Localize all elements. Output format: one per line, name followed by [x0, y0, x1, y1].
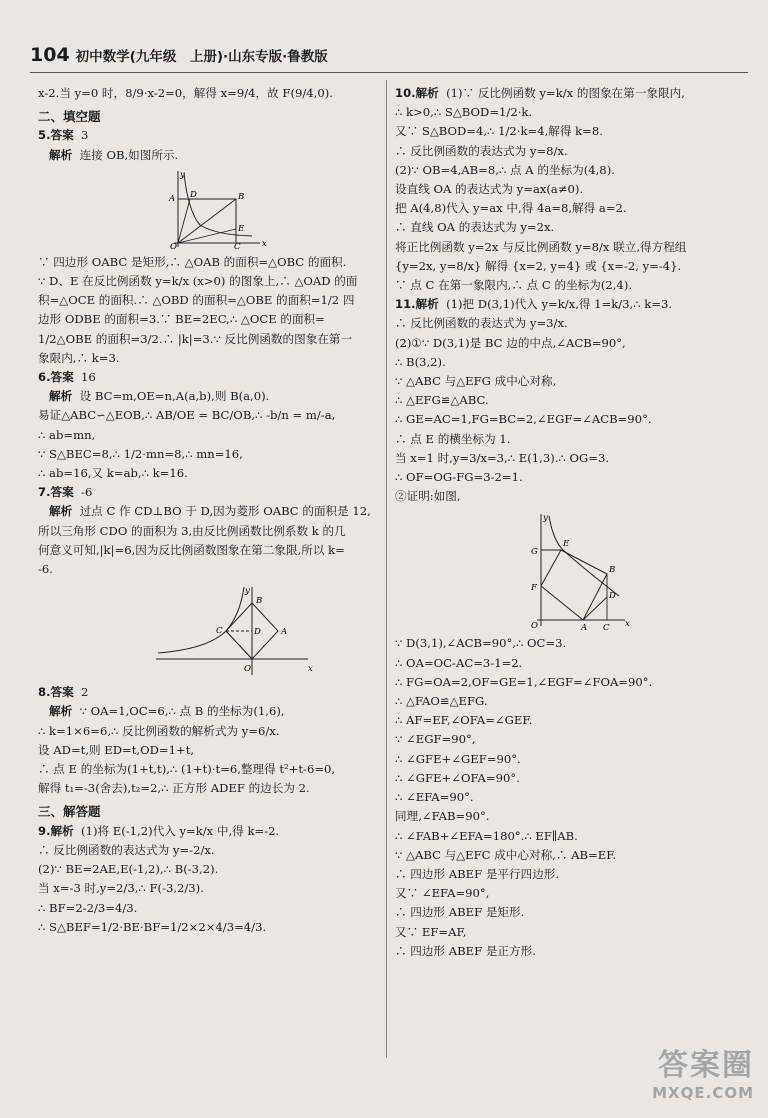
text-line: ②证明:如图,	[395, 489, 461, 504]
answer-value: -6	[81, 485, 93, 500]
header-rule	[30, 72, 748, 73]
square-abef	[541, 550, 607, 620]
answer-label: 6.答案	[38, 370, 74, 385]
text-line: ∴ ∠FAB+∠EFA=180°.∴ EF∥AB.	[395, 828, 578, 843]
text-line: 把 A(4,8)代入 y=ax 中,得 4a=8,解得 a=2.	[395, 201, 627, 216]
analysis-text: (1)将 E(-1,2)代入 y=k/x 中,得 k=-2.	[81, 823, 280, 838]
text-line: 所以三角形 CDO 的面积为 3,由反比例函数比例系数 k 的几	[38, 523, 346, 538]
text-line: ∴ OF=OG-FG=3-2=1.	[395, 470, 523, 485]
text-line: ∵ 点 C 在第一象限内,∴ 点 C 的坐标为(2,4).	[395, 278, 633, 293]
text-line: (2)∵ BE=2AE,E(-1,2),∴ B(-3,2).	[38, 862, 219, 877]
text-line: ∵ ∠EGF=90°,	[395, 732, 476, 747]
hyperbola-curve	[158, 587, 244, 653]
text-line: ∴ 四边形 ABEF 是矩形.	[395, 905, 525, 920]
text-line: ∴ ∠GFE+∠OFA=90°.	[395, 770, 520, 785]
text-line: ∵ D(3,1),∠ACB=90°,∴ OC=3.	[395, 636, 567, 651]
label-b: B	[256, 596, 263, 607]
answer-label: 5.答案	[38, 128, 74, 143]
text-line: 将正比例函数 y=2x 与反比例函数 y=8/x 联立,得方程组	[395, 239, 687, 254]
analysis-text: 设 BC=m,OE=n,A(a,b),则 B(a,0).	[79, 389, 270, 404]
text-line: 设 AD=t,则 ED=t,OD=1+t,	[38, 742, 195, 757]
text-line: ∴ ab=mn,	[38, 427, 96, 442]
text-line: 设直线 OA 的表达式为 y=ax(a≠0).	[395, 182, 584, 197]
text-line: 何意义可知,|k|=6,因为反比例函数图象在第二象限,所以 k=	[38, 542, 345, 557]
text-line: ∴ △EFG≌△ABC.	[395, 393, 489, 408]
analysis-label: 10.解析	[395, 86, 439, 100]
label-d: D	[609, 591, 616, 602]
column-divider	[386, 80, 387, 1058]
text-line: 又∵ ∠EFA=90°,	[395, 886, 490, 901]
text-line: ∴ ab=16,又 k=ab,∴ k=16.	[38, 466, 188, 481]
text-line: 易证△ABC∽△EOB,∴ AB/OE = BC/OB,∴ -b/n = m/-a,	[38, 408, 336, 423]
text-line: 同理,∠FAB=90°.	[395, 809, 490, 824]
text-line: -6.	[38, 562, 53, 577]
question-10	[395, 84, 745, 295]
text-line: ∴ 四边形 ABEF 是平行四边形.	[395, 866, 560, 881]
label-e: E	[563, 539, 570, 550]
text-line: ∴ GE=AC=1,FG=BC=2,∠EGF=∠ACB=90°.	[395, 412, 652, 427]
text-line: ∵ 四边形 OABC 是矩形,∴ △OAB 的面积=△OBC 的面积.	[38, 254, 347, 269]
segment-od	[178, 199, 190, 243]
text-line: 又∵ EF=AF,	[395, 924, 467, 939]
book-title: 初中数学(九年级 上册)·山东专版·鲁教版	[75, 49, 328, 65]
label-a: A	[169, 193, 176, 204]
label-y: y	[180, 169, 185, 180]
watermark-title: 答案圈	[658, 1048, 754, 1083]
text-line: ∴ ∠EFA=90°.	[395, 790, 474, 805]
label-f: F	[531, 583, 537, 594]
text-line: 边形 ODBE 的面积=3.∵ BE=2EC,∴ △OCE 的面积=	[38, 312, 325, 327]
text-line: ∴ 直线 OA 的表达式为 y=2x.	[395, 220, 555, 235]
answer-label: 7.答案	[38, 485, 74, 500]
text-line: 积=△OCE 的面积.∴ △OBD 的面积=△OBE 的面积=1/2 四	[38, 293, 355, 308]
intro-line: x-2.当 y=0 时，8/9·x-2=0，解得 x=9/4，故 F(9/4,0).	[38, 86, 333, 100]
analysis-label: 解析	[49, 389, 73, 404]
label-g: G	[531, 547, 538, 558]
text-line: 当 x=-3 时,y=2/3,∴ F(-3,2/3).	[38, 881, 204, 896]
question-9	[38, 822, 378, 937]
text-line: ∵ △ABC 与△EFG 成中心对称,	[395, 374, 557, 389]
label-d: D	[254, 627, 261, 638]
text-line: ∵ S△BEC=8,∴ 1/2·mn=8,∴ mn=16,	[38, 446, 243, 461]
label-b: B	[238, 191, 245, 202]
text-line: ∴ BF=2-2/3=4/3.	[38, 900, 138, 915]
answer-value: 3	[81, 128, 89, 143]
text-line: ∴ ∠GFE+∠GEF=90°.	[395, 751, 521, 766]
label-o: O	[531, 621, 538, 631]
label-c: C	[216, 626, 223, 637]
label-y: y	[543, 513, 548, 524]
analysis-label: 11.解析	[395, 297, 439, 312]
analysis-label: 9.解析	[38, 823, 74, 838]
analysis-text: (1)∵ 反比例函数 y=k/x 的图象在第一象限内,	[446, 86, 685, 100]
question-11	[395, 295, 745, 961]
page-header	[30, 44, 328, 66]
segment-ad	[583, 597, 607, 620]
text-line: ∴ 点 E 的坐标为(1+t,t),∴ (1+t)·t=6,整理得 t²+t-6=0,	[38, 762, 336, 777]
text-line: (2)∵ OB=4,AB=8,∴ 点 A 的坐标为(4,8).	[395, 162, 615, 177]
label-o: O	[170, 241, 177, 249]
label-a: A	[281, 627, 288, 638]
section-heading-fill-in: 二、填空题	[38, 109, 101, 125]
figure-q5-graph	[38, 169, 378, 249]
figure-q11-graph	[395, 510, 745, 630]
text-line: ∵ △ABC 与△EFC 成中心对称,∴ AB=EF.	[395, 847, 617, 862]
hyperbola-curve	[549, 516, 619, 596]
label-c: C	[603, 623, 610, 631]
watermark-logo	[652, 1040, 754, 1102]
label-a: A	[581, 623, 588, 631]
text-line: ∴ 反比例函数的表达式为 y=8/x.	[395, 143, 568, 158]
analysis-label: 解析	[49, 704, 73, 719]
text-line: 象限内,∴ k=3.	[38, 350, 120, 365]
answer-value: 2	[81, 685, 89, 700]
segment-co	[226, 631, 252, 659]
analysis-label: 解析	[49, 504, 73, 519]
label-d: D	[190, 189, 197, 200]
section-heading-solutions: 三、解答题	[38, 804, 101, 820]
label-c: C	[234, 241, 241, 249]
label-o: O	[244, 664, 251, 675]
text-line: {y=2x, y=8/x} 解得 {x=2, y=4} 或 {x=-2, y=-4}.	[395, 258, 682, 273]
text-line: ∵ D、E 在反比例函数 y=k/x (x>0) 的图象上,∴ △OAD 的面	[38, 274, 358, 289]
label-y: y	[245, 586, 250, 597]
figure-q7-graph	[38, 583, 378, 679]
text-line: ∴ k>0,∴ S△BOD=1/2·k.	[395, 105, 533, 120]
left-column	[38, 84, 378, 937]
text-line: ∴ 反比例函数的表达式为 y=3/x.	[395, 316, 568, 331]
label-e: E	[238, 223, 245, 234]
text-line: ∴ 四边形 ABEF 是正方形.	[395, 943, 536, 958]
answer-label: 8.答案	[38, 685, 74, 700]
text-line: 又∵ S△BOD=4,∴ 1/2·k=4,解得 k=8.	[395, 124, 603, 139]
label-x: x	[625, 619, 630, 630]
text-line: ∴ 点 E 的横坐标为 1.	[395, 431, 511, 446]
analysis-text: (1)把 D(3,1)代入 y=k/x,得 1=k/3,∴ k=3.	[446, 297, 673, 312]
text-line: ∴ k=1×6=6,∴ 反比例函数的解析式为 y=6/x.	[38, 723, 280, 738]
page-number: 104	[30, 44, 70, 66]
analysis-text: 过点 C 作 CD⊥BO 于 D,因为菱形 OABC 的面积是 12,	[79, 504, 371, 519]
watermark-url: MXQE.COM	[652, 1084, 754, 1102]
right-column	[395, 84, 745, 961]
text-line: ∴ FG=OA=2,OF=GE=1,∠EGF=∠FOA=90°.	[395, 674, 653, 689]
answer-value: 16	[81, 370, 96, 385]
text-line: ∴ B(3,2).	[395, 354, 446, 369]
label-x: x	[262, 238, 267, 249]
question-5	[38, 126, 378, 368]
question-6	[38, 368, 378, 483]
analysis-text: 连接 OB,如图所示.	[79, 147, 179, 162]
text-line: ∴ △FAO≌△EFG.	[395, 694, 488, 709]
label-x: x	[308, 664, 313, 675]
analysis-label: 解析	[49, 147, 73, 162]
text-line: ∴ OA=OC-AC=3-1=2.	[395, 655, 523, 670]
text-line: 1/2△OBE 的面积=3/2.∴ |k|=3.∵ 反比例函数的图象在第一	[38, 331, 353, 346]
question-7	[38, 483, 378, 679]
text-line: ∴ 反比例函数的表达式为 y=-2/x.	[38, 842, 215, 857]
question-8	[38, 683, 378, 798]
label-b: B	[609, 565, 616, 576]
text-line: ∴ AF=EF,∠OFA=∠GEF.	[395, 713, 533, 728]
text-line: 当 x=1 时,y=3/x=3,∴ E(1,3).∴ OG=3.	[395, 450, 610, 465]
text-line: ∴ S△BEF=1/2·BE·BF=1/2×2×4/3=4/3.	[38, 919, 267, 934]
text-line: 解得 t₁=-3(舍去),t₂=2,∴ 正方形 ADEF 的边长为 2.	[38, 781, 310, 796]
text-line: (2)①∵ D(3,1)是 BC 边的中点,∠ACB=90°,	[395, 335, 626, 350]
analysis-text: ∵ OA=1,OC=6,∴ 点 B 的坐标为(1,6),	[79, 704, 285, 719]
